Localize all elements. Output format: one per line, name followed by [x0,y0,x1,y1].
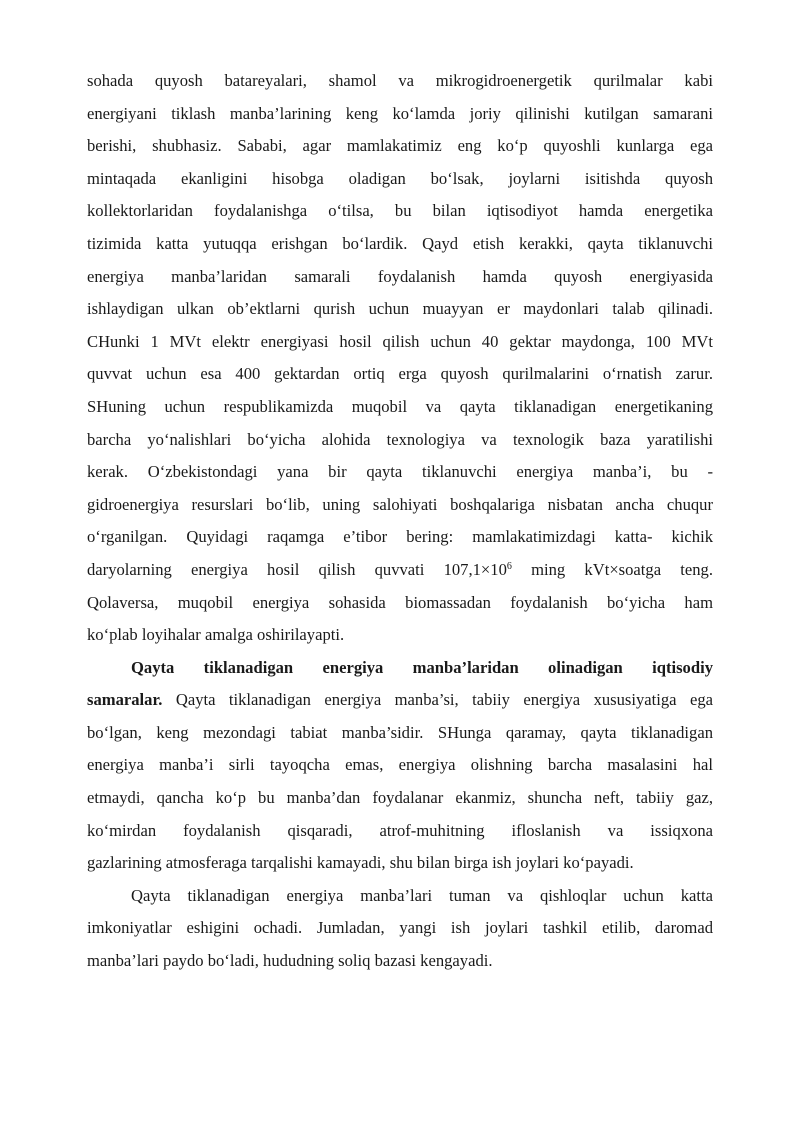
text-line-with-superscript [87,554,713,587]
text-line: etmaydi, qancha ko‘p bu manba’dan foydalanar ekanmiz, shuncha neft, tabiiy gaz, [87,788,713,808]
text-line: ko‘mirdan foydalanish qisqaradi, atrof-muhitning ifloslanish va issiqxona [87,820,713,840]
text-line: energiyani tiklash manba’larining keng ko‘lamda joriy qilinishi kutilgan samarani [87,103,713,123]
section-heading-line: Qayta tiklanadigan energiya manba’laridan olinadigan iqtisodiy [131,657,713,677]
text-line: energiya manba’laridan samarali foydalanish hamda quyosh energiyasida [87,266,713,286]
text-line: o‘rganilgan. Quyidagi raqamga e’tibor bering: mamlakatimizdagi katta- kichik [87,527,713,547]
text-line: energiya manba’i sirli tayoqcha emas, energiya olishning barcha masalasini hal [87,755,713,775]
text-line: gidroenergiya resurslari bo‘lib, uning salohiyati boshqalariga nisbatan ancha chuqur [87,494,713,514]
paragraph-1 [87,65,713,652]
paragraph-2 [87,652,713,880]
document-page [87,65,713,978]
text-line: Qayta tiklanadigan energiya manba’lari tuman va qishloqlar uchun katta [131,885,713,905]
text-line: barcha yo‘nalishlari bo‘yicha alohida texnologiya va texnologik baza yaratilishi [87,429,713,449]
text-line: gazlarining atmosferaga tarqalishi kamayadi, shu bilan birga ish joylari ko‘payadi. [87,853,634,873]
text-line: ishlaydigan ulkan ob’ektlarni qurish uchun muayyan er maydonlari talab qilinadi. [87,299,713,319]
text-line: ko‘plab loyihalar amalga oshirilayapti. [87,625,345,645]
text-line: SHuning uchun respublikamizda muqobil va qayta tiklanadigan energetikaning [87,396,713,416]
text-line: sohada quyosh batareyalari, shamol va mikrogidroenergetik qurilmalar kabi [87,71,713,90]
text-line: CHunki 1 MVt elektr energiyasi hosil qilish uchun 40 gektar maydonga, 100 MVt [87,331,713,351]
text-line [87,684,713,717]
text-line: imkoniyatlar eshigini ochadi. Jumladan, yangi ish joylari tashkil etilib, daromad [87,918,713,938]
superscript-exponent: 6 [506,560,512,572]
text-line: mintaqada ekanligini hisobga oladigan bo‘lsak, joylarni isitishda quyosh [87,168,713,188]
text-line: kerak. O‘zbekistondagi yana bir qayta tiklanuvchi energiya manba’i, bu - [87,462,713,482]
text-line: Qolaversa, muqobil energiya sohasida biomassadan foydalanish bo‘yicha ham [87,592,713,612]
text-segment: ming kVt×soatga teng. [511,559,713,579]
text-line: berishi, shubhasiz. Sababi, agar mamlakatimiz eng ko‘p quyoshli kunlarga ega [87,136,713,156]
text-line: manba’lari paydo bo‘ladi, hududning soliq bazasi kengayadi. [87,951,493,971]
text-line: tizimida katta yutuqqa erishgan bo‘lardik. Qayd etish kerakki, qayta tiklanuvchi [87,233,713,253]
paragraph-3 [87,880,713,978]
text-segment: Qayta tiklanadigan energiya manba’si, tabiiy energiya xususiyatiga ega [162,690,713,710]
text-line: bo‘lgan, keng mezondagi tabiat manba’sidir. SHunga qaramay, qayta tiklanadigan [87,722,713,742]
text-line: kollektorlaridan foydalanishga o‘tilsa, bu bilan iqtisodiyot hamda energetika [87,201,713,221]
text-line: quvvat uchun esa 400 gektardan ortiq erga quyosh qurilmalarini o‘rnatish zarur. [87,364,713,384]
text-segment: daryolarning energiya hosil qilish quvvati 107,1×10 [87,559,507,579]
section-heading-end: samaralar. [87,690,163,710]
